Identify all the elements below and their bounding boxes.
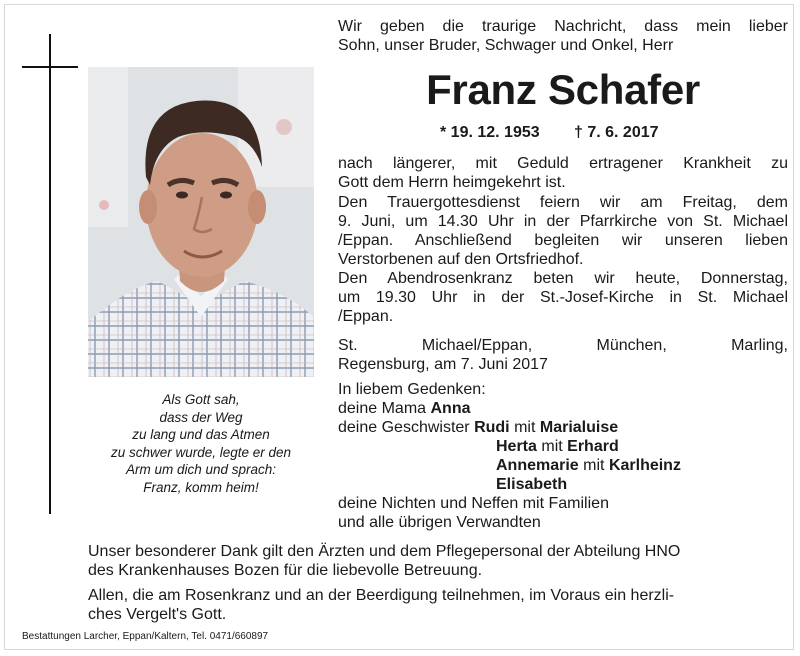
sibling-name: Rudi [474, 419, 510, 436]
mama-line [338, 399, 788, 418]
death-date: † 7. 6. 2017 [574, 124, 659, 141]
poem [88, 391, 314, 497]
intro-line: Sohn, unser Bruder, Schwager und Onkel, Herr [338, 37, 674, 54]
mourners-list [338, 380, 788, 532]
sibling-line [338, 475, 788, 494]
poem-line: dass der Weg [159, 409, 243, 425]
with-word: mit [583, 457, 605, 474]
sibling-partner: Erhard [567, 438, 619, 455]
sibling-name: Elisabeth [496, 476, 568, 493]
cross-icon [49, 34, 51, 514]
thanks-text [88, 542, 788, 580]
funeral-home-footer: Bestattungen Larcher, Eppan/Kaltern, Tel. 0471/660897 [22, 631, 269, 642]
text-line: /Eppan. [338, 308, 394, 325]
text-line: nach längerer, mit Geduld ertragener Krankheit zu [338, 155, 788, 172]
intro-line: Wir geben die traurige Nachricht, dass mein lieber [338, 18, 788, 35]
poem-line: Franz, komm heim! [143, 479, 259, 495]
text-line: Regensburg, am 7. Juni 2017 [338, 356, 548, 373]
deceased-name: Franz Schafer [426, 66, 700, 113]
text-line: /Eppan. Anschließend begleiten wir unseren lieben [338, 232, 788, 249]
text-line: Verstorbenen auf den Ortsfriedhof. [338, 251, 584, 268]
memory-intro: In liebem Gedenken: [338, 381, 486, 398]
mama-name: Anna [430, 400, 471, 417]
thanks-text-2 [88, 586, 788, 624]
text-line: Den Abendrosenkranz beten wir heute, Donnerstag, [338, 270, 788, 287]
sibling-name: Herta [496, 438, 537, 455]
sibling-partner: Karlheinz [608, 457, 681, 474]
poem-line: Arm um dich und sprach: [125, 462, 277, 478]
text-line: Den Trauergottesdienst feiern wir am Freitag, dem [338, 194, 788, 211]
text-line: St. Michael/Eppan, München, Marling, [338, 337, 788, 354]
siblings-prefix: deine Geschwister [338, 419, 470, 436]
text-line: 9. Juni, um 14.30 Uhr in der Pfarrkirche von St. Michael [338, 213, 788, 230]
sibling-partner: Marialuise [539, 419, 619, 436]
birth-date: * 19. 12. 1953 [440, 124, 540, 141]
text-line: Gott dem Herrn heimgekehrt ist. [338, 174, 566, 191]
mama-prefix: deine Mama [338, 400, 427, 417]
text-line: Unser besonderer Dank gilt den Ärzten und dem Pflegepersonal der Abteilung HNO [88, 543, 681, 560]
passing-text [338, 154, 788, 192]
with-word: mit [541, 438, 563, 455]
nieces-line: deine Nichten und Neffen mit Familien [338, 495, 609, 512]
sibling-line [338, 437, 788, 456]
poem-line: zu schwer wurde, legte er den [110, 444, 292, 460]
poem-line: Als Gott sah, [162, 392, 240, 407]
text-line: des Krankenhauses Bozen für die liebevolle Betreuung. [88, 562, 483, 579]
poem-line: zu lang und das Atmen [132, 427, 270, 443]
relatives-line: und alle übrigen Verwandten [338, 514, 541, 531]
place-date-text [338, 336, 788, 374]
portrait-photo [88, 67, 314, 377]
service-text [338, 193, 788, 326]
text-line: ches Vergelt's Gott. [88, 606, 227, 623]
sibling-name: Annemarie [496, 457, 579, 474]
with-word: mit [514, 419, 536, 436]
sibling-line [338, 456, 788, 475]
cross-icon-bar [22, 66, 78, 68]
text-line: um 19.30 Uhr in der St.-Josef-Kirche in St. Michael [338, 289, 788, 306]
sibling-line [338, 418, 788, 437]
intro-text [338, 17, 788, 55]
text-line: Allen, die am Rosenkranz und an der Beerdigung teilnehmen, im Voraus ein herzli- [88, 587, 675, 604]
